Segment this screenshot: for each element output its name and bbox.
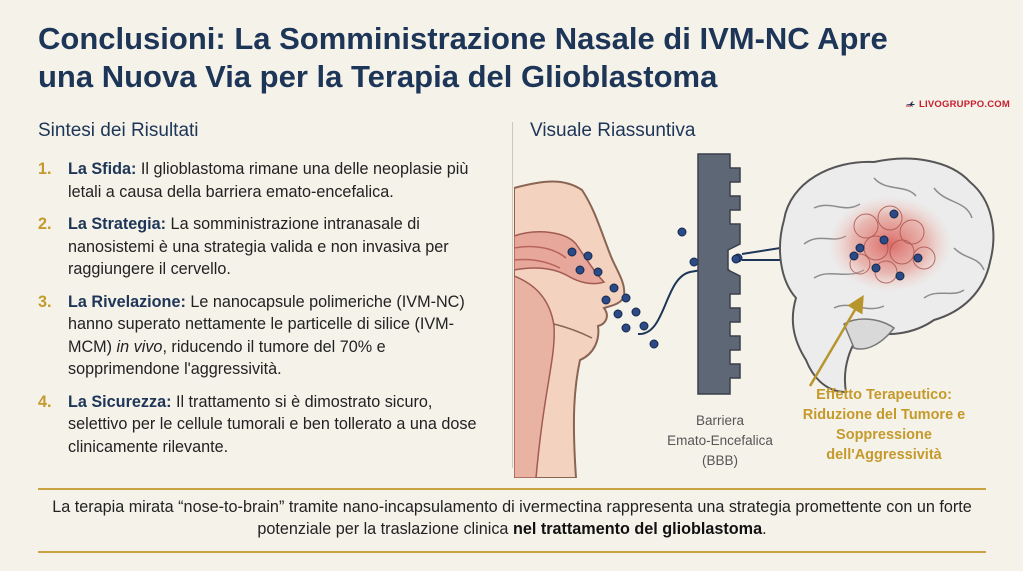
conclusion-rule-top: [38, 488, 986, 490]
conclusion-emphasis: nel trattamento del glioblastoma: [512, 520, 763, 538]
item-number: 1.: [38, 160, 52, 178]
effect-label-line: Effetto Terapeutico:: [816, 387, 952, 403]
list-item-revelation: [38, 291, 486, 381]
bbb-label-line: Emato-Encefalica: [667, 433, 773, 448]
list-item-challenge: [38, 158, 486, 203]
brand-logo[interactable]: [906, 97, 1010, 111]
title-line-1: Conclusioni: La Somministrazione Nasale di IVM-NC Apre: [38, 21, 888, 56]
brand-text: LIVOGRUPPO.COM: [919, 98, 1010, 110]
conclusion-body: La terapia mirata “nose-to-brain” tramite nano-incapsulamento di ivermectina rappresenta una strategia promettente con un forte potenziale per la traslazione clinica: [52, 498, 972, 538]
item-number: 4.: [38, 392, 52, 411]
item-text: Il glioblastoma rimane una delle neoplasie più letali a causa della barriera emato-encefalica.: [68, 160, 469, 201]
therapeutic-effect-label: [778, 385, 990, 465]
bbb-label: [646, 411, 794, 471]
plane-logo-icon: [906, 98, 915, 110]
item-label: La Sfida:: [68, 160, 137, 178]
list-item-strategy: [38, 213, 486, 281]
conclusion-rule-bottom: [38, 551, 986, 553]
effect-label-line: Riduzione del Tumore e: [802, 407, 966, 423]
blood-brain-barrier: [698, 154, 740, 394]
brain-illustration: [780, 159, 993, 392]
effect-label-line: dell'Aggressività: [826, 447, 942, 463]
head-profile: [514, 182, 624, 479]
item-text: La somministrazione intranasale di nanosistemi è una strategia valida e non invasiva per raggiungere il cervello.: [68, 215, 449, 278]
results-list: [38, 158, 486, 468]
item-label: La Sicurezza:: [68, 392, 172, 411]
item-text: Le nanocapsule polimeriche (IVM-NC) hanno superato nettamente le particelle di silice (IVM-MCM): [68, 292, 465, 356]
item-label: La Strategia:: [68, 215, 167, 233]
item-italic: in vivo: [116, 337, 163, 356]
visual-heading: Visuale Riassuntiva: [530, 120, 696, 141]
item-number: 3.: [38, 292, 52, 311]
bbb-label-line: Barriera: [695, 413, 744, 428]
bbb-label-line: (BBB): [701, 453, 738, 468]
conclusion-end: .: [762, 520, 767, 538]
item-number: 2.: [38, 215, 52, 233]
list-item-safety: [38, 391, 486, 459]
summary-heading: Sintesi dei Risultati: [38, 120, 199, 141]
title-line-2: una Nuova Via per la Terapia del Glioblastoma: [38, 59, 718, 94]
column-divider: [512, 122, 513, 468]
item-text: Il trattamento si è dimostrato sicuro, selettivo per le cellule tumorali e ben tollerato a una dose clinicamente rilevante.: [68, 392, 477, 456]
effect-label-line: Soppressione: [836, 427, 932, 443]
conclusion-text: [40, 496, 984, 540]
item-text-after: , riducendo il tumore del 70% e sopprimendone l'aggressività.: [68, 337, 386, 378]
page-title: [38, 20, 938, 96]
item-label: La Rivelazione:: [68, 292, 186, 311]
